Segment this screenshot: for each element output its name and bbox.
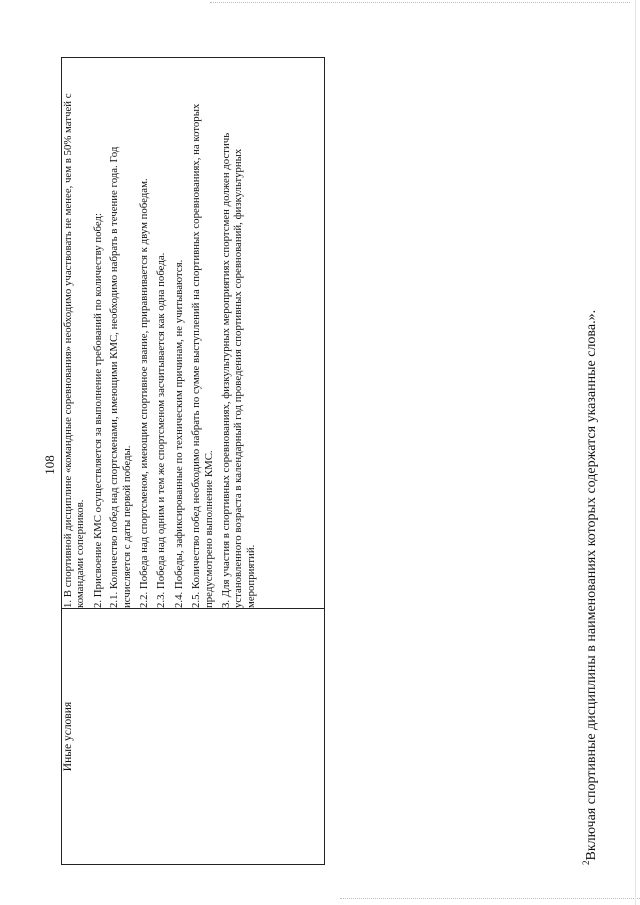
footnote-text: Включая спортивные дисциплины в наименованиях которых содержатся указанные слова.». bbox=[584, 309, 599, 861]
item-3: 3. Для участия в спортивных соревнованиях, физкультурных мероприятиях спортсмен должен достичь установленного возраста в календарный год проведения спортивных соревнований, физкультурных мероприятий. bbox=[220, 132, 257, 608]
item-2-3: 2.3. Победа над одним и тем же спортсменом засчитывается как одна победа. bbox=[155, 252, 168, 608]
row-label-cell bbox=[62, 609, 325, 865]
row-label: Иные условия bbox=[62, 701, 74, 772]
footnote bbox=[581, 65, 600, 865]
item-2: 2. Присвоение КМС осуществляется за выполнение требований по количеству побед: bbox=[91, 212, 104, 608]
rotated-content bbox=[20, 65, 620, 865]
table-row bbox=[62, 58, 325, 865]
item-2-1: 2.1. Количество побед над спортсменами, имеющими КМС, необходимо набрать в течение года. Год исчисляется с даты первой победы. bbox=[108, 146, 133, 608]
item-2-5: 2.5. Количество побед необходимо набрать по сумме выступлений на спортивных соревнованиях, на которых предусмотрено выполнение КМС. bbox=[190, 103, 215, 608]
item-1: 1. В спортивной дисциплине «командные соревнования» необходимо участвовать не менее, чем в 50% матчей с командами соперников. bbox=[62, 93, 87, 608]
scan-edge-right bbox=[635, 0, 636, 905]
conditions-table bbox=[61, 57, 325, 865]
item-2-2: 2.2. Победа над спортсменом, имеющим спортивное звание, приравнивается к двум победам. bbox=[138, 178, 151, 608]
scan-edge-top bbox=[210, 2, 630, 4]
footnote-marker: 2 bbox=[581, 860, 591, 865]
page-number: 108 bbox=[42, 455, 57, 475]
scan-edge-bottom bbox=[340, 898, 640, 900]
item-2-4: 2.4. Победы, зафиксированные по техническим причинам, не учитываются. bbox=[172, 259, 185, 608]
row-content-cell bbox=[62, 58, 325, 609]
